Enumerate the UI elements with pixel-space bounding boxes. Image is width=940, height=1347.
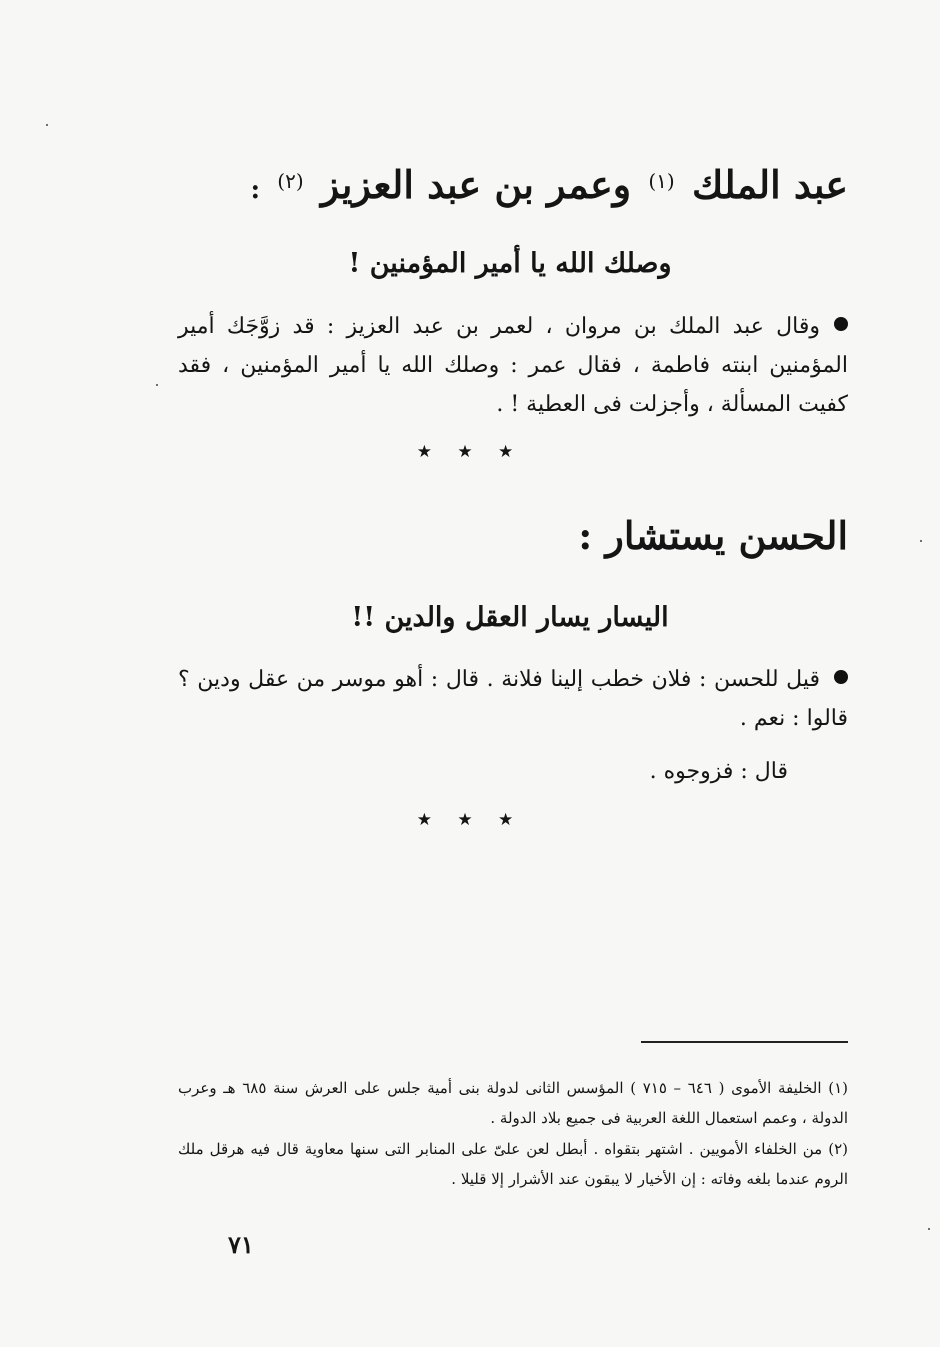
section-2-reply: قال : فزوجوه . [649,759,788,784]
heading-name-abd-al-malik: عبد الملك [691,162,848,207]
section-2-separator-stars: ★ ★ ★ [416,810,524,830]
scan-speck [928,1228,930,1230]
section-2-subheading: اليسار يسار العقل والدين !! [351,602,669,633]
section-1-separator-stars: ★ ★ ★ [416,442,524,462]
bullet-icon [834,670,848,684]
section-1-heading [168,156,848,215]
section-2-text: قيل للحسن : فلان خطب إلينا فلانة . قال : أهو موسر من عقل ودين ؟ قالوا : نعم . [178,667,848,731]
footnote-divider [641,1041,848,1043]
footnote-1: (١) الخليفة الأموى ( ٦٤٦ – ٧١٥ ) المؤسس الثانى لدولة بنى أمية جلس على العرش سنة ٦٨٥ هـ وعرب الدولة ، وعمم استعمال اللغة العربية فى جميع بلاد الدولة . [178,1079,848,1127]
page-number: ٧١ [228,1230,254,1259]
scan-speck [920,540,922,542]
scan-speck [156,384,158,386]
heading-colon: : [250,175,261,205]
footnote-ref-2: (٢) [277,169,304,193]
footnote-2: (٢) من الخلفاء الأمويين . اشتهر بتقواه . أبطل لعن علىّ على المنابر التى سنها معاوية قال فيه هرقل ملك الروم عندما بلغه وفاته : إن الأخيار لا يبقون عند الأشرار إلا قليلا . [178,1140,848,1188]
section-1-subheading: وصلك الله يا أمير المؤمنين ! [348,248,672,279]
bullet-icon [834,317,848,331]
section-2-paragraph [178,660,848,738]
scan-speck [46,124,48,126]
footnote-ref-1: (١) [648,169,675,193]
section-1-paragraph [178,307,848,424]
section-1-text: وقال عبد الملك بن مروان ، لعمر بن عبد العزيز : قد زوَّجَك أمير المؤمنين ابنته فاطمة ، فقال عمر : وصلك الله يا أمير المؤمنين ، فقد كفيت المسألة ، وأجزلت فى العطية ! . [178,314,848,417]
section-2-heading: الحسن يستشار : [578,513,848,558]
heading-name-umar: وعمر بن عبد العزيز [320,162,632,207]
